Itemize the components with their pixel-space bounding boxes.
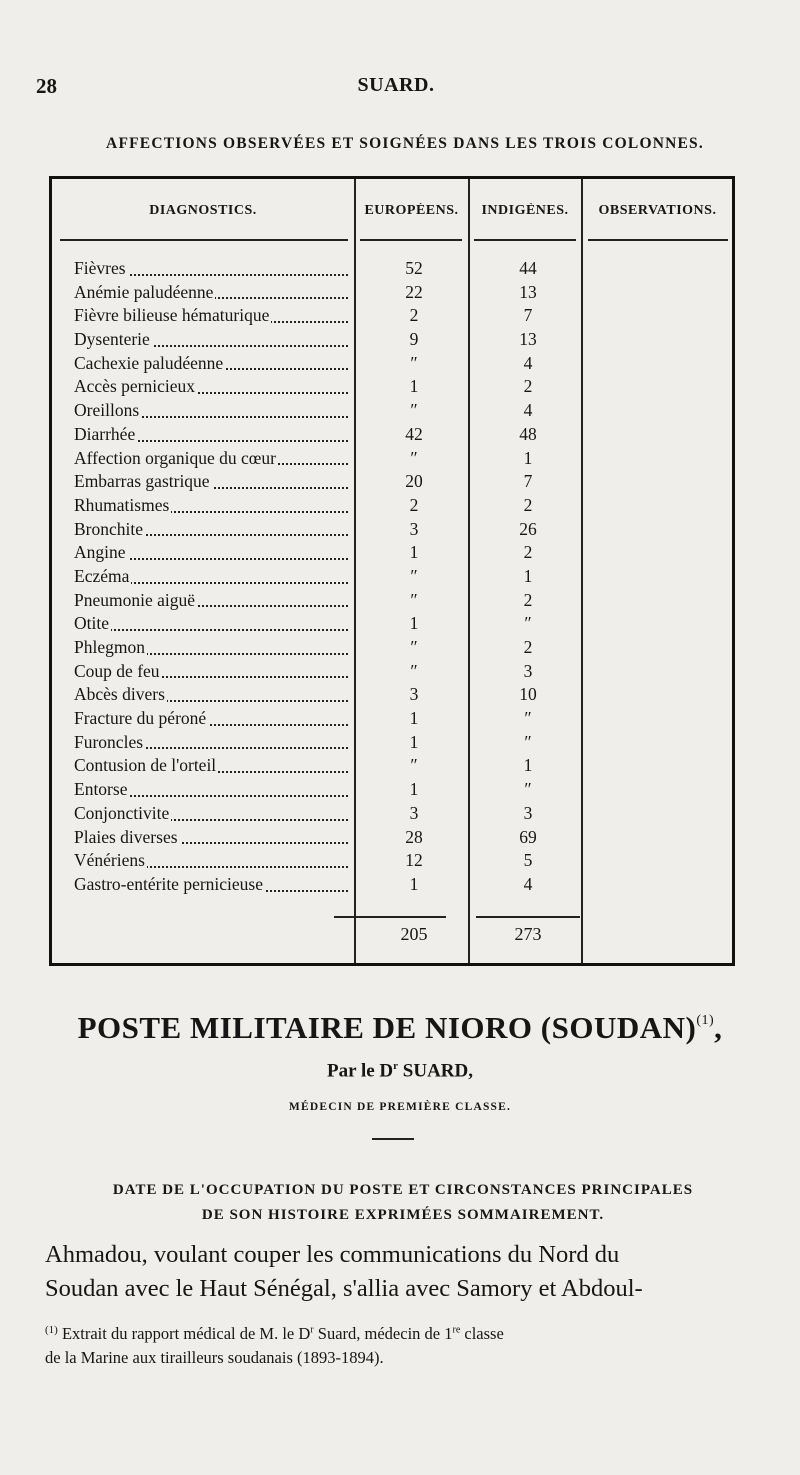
diagnostic-label: Fièvres <box>74 258 126 278</box>
europeens-cell: 1 <box>409 708 419 729</box>
indigenes-cell: 4 <box>523 352 533 373</box>
indigenes-cell: 2 <box>523 637 533 657</box>
diagnostic-cell <box>74 778 348 802</box>
indigenes-cell: 26 <box>519 518 537 539</box>
column-header-diagnostics: DIAGNOSTICS. <box>149 203 257 218</box>
table-row <box>52 352 732 376</box>
table-row <box>52 257 732 281</box>
page-header <box>36 74 756 102</box>
diagnostic-label: Oreillons <box>74 400 140 421</box>
europeens-cell: 1 <box>409 613 419 634</box>
footnote-text: classe <box>460 1324 504 1343</box>
diagnostic-cell <box>74 612 348 636</box>
subheading-line: DE SON HISTOIRE EXPRIMÉES SOMMAIREMENT. <box>201 1207 605 1223</box>
europeens-cell: 1 <box>409 731 419 752</box>
diagnostic-cell <box>74 281 348 305</box>
footnote-text: Suard, médecin de 1 <box>313 1324 453 1343</box>
diagnostic-label: Cachexie paludéenne <box>74 352 224 373</box>
diagnostic-label: Rhumatismes <box>74 494 170 515</box>
table-row <box>52 518 732 542</box>
footnote-sup: re <box>452 1324 461 1336</box>
diagnostic-cell <box>74 707 348 731</box>
column-header-europeens: EUROPÉENS. <box>364 203 459 218</box>
indigenes-cell: 2 <box>523 494 533 515</box>
table-title: AFFECTIONS OBSERVÉES ET SOIGNÉES DANS LES TROIS COLONNES. <box>106 135 704 152</box>
europeens-cell: 52 <box>405 258 423 278</box>
diagnostic-label: Eczéma <box>74 565 130 586</box>
europeens-cell: 1 <box>409 376 419 397</box>
total-europeens: 205 <box>400 924 428 944</box>
dot-leader <box>74 629 348 631</box>
footnote-mark: (1) <box>45 1324 58 1336</box>
author-rank: MÉDECIN DE PREMIÈRE CLASSE. <box>288 1101 512 1113</box>
table-row <box>52 565 732 589</box>
europeens-cell: 2 <box>409 305 419 326</box>
table-row <box>52 731 732 755</box>
diagnostic-label: Vénériens <box>74 850 145 871</box>
indigenes-cell: 13 <box>519 329 537 350</box>
indigenes-cell: 2 <box>523 542 533 563</box>
diagnostic-cell <box>74 873 348 897</box>
diagnostic-label: Phlegmon <box>74 637 145 657</box>
europeens-cell: 20 <box>405 471 423 492</box>
indigenes-cell: ″ <box>524 779 532 800</box>
diagnostic-cell <box>74 494 348 518</box>
table-row <box>52 470 732 494</box>
total-indigenes: 273 <box>514 924 542 944</box>
table-row <box>52 375 732 399</box>
diagnostic-cell <box>74 352 348 376</box>
indigenes-cell: 4 <box>523 400 533 421</box>
diagnostic-label: Affection organique du cœur <box>74 447 277 468</box>
indigenes-cell: 13 <box>519 281 537 302</box>
diagnostic-cell <box>74 754 348 778</box>
table-row <box>52 423 732 447</box>
indigenes-cell: ″ <box>524 613 532 634</box>
europeens-cell: ″ <box>410 660 418 681</box>
diagnostic-label: Anémie paludéenne <box>74 281 214 302</box>
table-row <box>52 826 732 850</box>
europeens-cell: 28 <box>405 826 423 847</box>
europeens-cell: 1 <box>409 542 419 563</box>
diagnostic-cell <box>74 731 348 755</box>
table-row <box>52 754 732 778</box>
footnote-line <box>45 1318 753 1346</box>
indigenes-cell: 3 <box>523 660 533 681</box>
indigenes-cell: 69 <box>519 826 537 847</box>
europeens-cell: ″ <box>410 637 418 657</box>
indigenes-cell: 7 <box>523 305 533 326</box>
article-title-text: POSTE MILITAIRE DE NIORO (SOUDAN) <box>77 1010 697 1045</box>
body-line: Ahmadou, voulant couper les communications du Nord du <box>45 1241 620 1268</box>
diagnostic-cell <box>74 660 348 684</box>
diagnostic-label: Gastro-entérite pernicieuse <box>74 873 264 894</box>
indigenes-cell: ″ <box>524 731 532 752</box>
diagnostic-label: Fracture du péroné <box>74 708 207 729</box>
table-row <box>52 399 732 423</box>
byline-sup: r <box>393 1060 399 1072</box>
europeens-cell: ″ <box>410 565 418 586</box>
diagnostic-label: Fièvre bilieuse hématurique <box>74 305 270 326</box>
europeens-cell: ″ <box>410 352 418 373</box>
table-row <box>52 660 732 684</box>
diagnostic-cell <box>74 447 348 471</box>
diagnostic-cell <box>74 328 348 352</box>
europeens-cell: 42 <box>405 423 423 444</box>
diagnostic-label: Contusion de l'orteil <box>74 755 217 776</box>
table-row <box>52 683 732 707</box>
diagnostic-label: Bronchite <box>74 518 144 539</box>
diagnostic-label: Coup de feu <box>74 660 160 681</box>
europeens-cell: ″ <box>410 589 418 610</box>
diagnostic-label: Embarras gastrique <box>74 471 210 492</box>
total-rule <box>476 916 580 918</box>
diagnostic-label: Abcès divers <box>74 684 165 705</box>
footnote-sup: r <box>310 1324 314 1336</box>
diagnostic-cell <box>74 423 348 447</box>
diagnostic-label: Entorse <box>74 779 128 800</box>
diagnostic-label: Dysenterie <box>74 329 150 350</box>
table-row <box>52 849 732 873</box>
table-row <box>52 447 732 471</box>
europeens-cell: 3 <box>409 518 419 539</box>
diagnostic-label: Furoncles <box>74 731 144 752</box>
indigenes-cell: 4 <box>523 873 533 894</box>
diagnostic-cell <box>74 518 348 542</box>
europeens-cell: 22 <box>405 281 423 302</box>
indigenes-cell: 2 <box>523 376 533 397</box>
column-header-indigenes: INDIGÈNES. <box>481 203 569 218</box>
indigenes-cell: 10 <box>519 684 537 705</box>
europeens-cell: 3 <box>409 684 419 705</box>
table-row <box>52 707 732 731</box>
indigenes-cell: ″ <box>524 708 532 729</box>
europeens-cell: 3 <box>409 802 419 823</box>
diagnostic-cell <box>74 849 348 873</box>
diagnostic-cell <box>74 826 348 850</box>
subheading-line: DATE DE L'OCCUPATION DU POSTE ET CIRCONSTANCES PRINCIPALES <box>112 1182 694 1198</box>
diagnostics-table <box>49 176 735 966</box>
table-row <box>52 281 732 305</box>
europeens-cell: 9 <box>409 329 419 350</box>
diagnostic-cell <box>74 565 348 589</box>
indigenes-cell: 1 <box>523 565 533 586</box>
diagnostic-cell <box>74 257 348 281</box>
europeens-cell: 1 <box>409 873 419 894</box>
indigenes-cell: 1 <box>523 755 533 776</box>
subheading <box>38 1178 768 1228</box>
table-row <box>52 636 732 660</box>
table-row <box>52 541 732 565</box>
running-head: SUARD. <box>357 74 435 96</box>
indigenes-cell: 3 <box>523 802 533 823</box>
diagnostic-cell <box>74 304 348 328</box>
indigenes-cell: 44 <box>519 258 537 278</box>
total-rule <box>334 916 446 918</box>
page-number: 28 <box>36 74 57 98</box>
table-row <box>52 304 732 328</box>
diagnostic-cell <box>74 636 348 660</box>
indigenes-cell: 2 <box>523 589 533 610</box>
table-row <box>52 612 732 636</box>
footnote-line: de la Marine aux tirailleurs soudanais (1893-1894). <box>45 1348 384 1367</box>
europeens-cell: ″ <box>410 755 418 776</box>
table-row <box>52 778 732 802</box>
indigenes-cell: 5 <box>523 850 533 871</box>
diagnostic-label: Angine <box>74 542 126 563</box>
indigenes-cell: 48 <box>519 423 537 444</box>
table-row <box>52 328 732 352</box>
europeens-cell: ″ <box>410 447 418 468</box>
diagnostic-label: Plaies diverses <box>74 826 178 847</box>
header-rule <box>360 239 462 241</box>
diagnostic-cell <box>74 683 348 707</box>
europeens-cell: 1 <box>409 779 419 800</box>
body-paragraph <box>45 1238 753 1306</box>
byline-name: SUARD, <box>398 1060 473 1082</box>
diagnostic-label: Pneumonie aiguë <box>74 589 196 610</box>
indigenes-cell: 1 <box>523 447 533 468</box>
diagnostic-label: Otite <box>74 613 109 634</box>
diagnostic-label: Accès pernicieux <box>74 376 195 397</box>
europeens-cell: 2 <box>409 494 419 515</box>
byline-prefix: Par le D <box>327 1060 394 1082</box>
table-row <box>52 589 732 613</box>
table-row <box>52 494 732 518</box>
article-title <box>40 1010 760 1046</box>
diagnostic-cell <box>74 470 348 494</box>
column-header-observations: OBSERVATIONS. <box>598 203 717 218</box>
table-row <box>52 802 732 826</box>
separator-rule <box>372 1138 414 1140</box>
diagnostic-cell <box>74 589 348 613</box>
diagnostic-cell <box>74 375 348 399</box>
byline <box>40 1060 760 1082</box>
diagnostic-label: Conjonctivite <box>74 802 170 823</box>
header-rule <box>588 239 728 241</box>
title-end: , <box>714 1010 723 1045</box>
body-line: Soudan avec le Haut Sénégal, s'allia avec Samory et Abdoul- <box>45 1275 643 1302</box>
indigenes-cell: 7 <box>523 471 533 492</box>
diagnostic-cell <box>74 399 348 423</box>
diagnostic-label: Diarrhée <box>74 423 136 444</box>
table-row <box>52 873 732 897</box>
header-rule <box>60 239 348 241</box>
europeens-cell: ″ <box>410 400 418 421</box>
title-note-mark: (1) <box>696 1013 715 1028</box>
diagnostic-cell <box>74 541 348 565</box>
diagnostic-cell <box>74 802 348 826</box>
header-rule <box>474 239 576 241</box>
europeens-cell: 12 <box>405 850 423 871</box>
footnote <box>45 1318 753 1370</box>
table-body <box>52 257 732 897</box>
footnote-text: Extrait du rapport médical de M. le D <box>57 1324 311 1343</box>
